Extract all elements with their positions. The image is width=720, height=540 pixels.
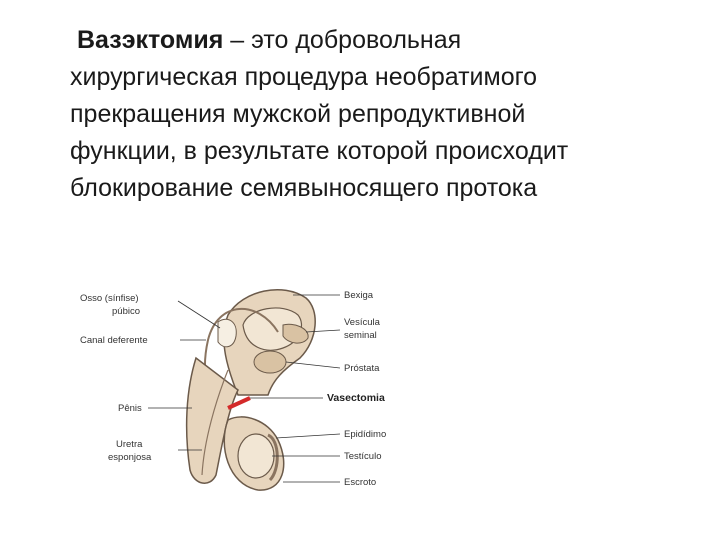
- label-pubic-bone-1: Osso (sínfise): [80, 293, 139, 304]
- definition-text: [70, 22, 700, 207]
- label-urethra-1: Uretra: [116, 439, 143, 450]
- definition-line-4: функции, в результате которой происходит: [70, 137, 569, 165]
- definition-line-2: хирургическая процедура необратимого: [70, 63, 538, 91]
- label-pubic-bone-2: púbico: [112, 306, 140, 317]
- term-vasectomy: Вазэктомия: [77, 26, 224, 54]
- definition-line-1: [70, 22, 700, 59]
- label-urethra-2: esponjosa: [108, 452, 152, 463]
- definition-line-5: блокирование семявыносящего протока: [70, 174, 538, 202]
- label-vas-deferens: Canal deferente: [80, 335, 148, 346]
- label-scrotum: Escroto: [344, 477, 377, 488]
- label-seminal-vesicle-1: Vesícula: [344, 317, 380, 328]
- label-epididymis: Epidídimo: [344, 429, 387, 440]
- pubic-bone-shape: [218, 319, 236, 347]
- anatomy-illustration: [78, 270, 418, 510]
- definition-line-3: прекращения мужской репродуктивной: [70, 100, 526, 128]
- label-prostate: Próstata: [344, 363, 380, 374]
- label-testicle: Testículo: [344, 451, 382, 462]
- label-penis: Pênis: [118, 403, 142, 414]
- prostate-shape: [254, 351, 286, 373]
- label-vasectomy: Vasectomia: [327, 392, 385, 404]
- label-bladder: Bexiga: [344, 290, 374, 301]
- anatomy-diagram: [78, 270, 418, 510]
- testicle-shape: [238, 434, 274, 478]
- label-seminal-vesicle-2: seminal: [344, 330, 377, 341]
- definition-line-1-rest: – это добровольная: [223, 26, 462, 54]
